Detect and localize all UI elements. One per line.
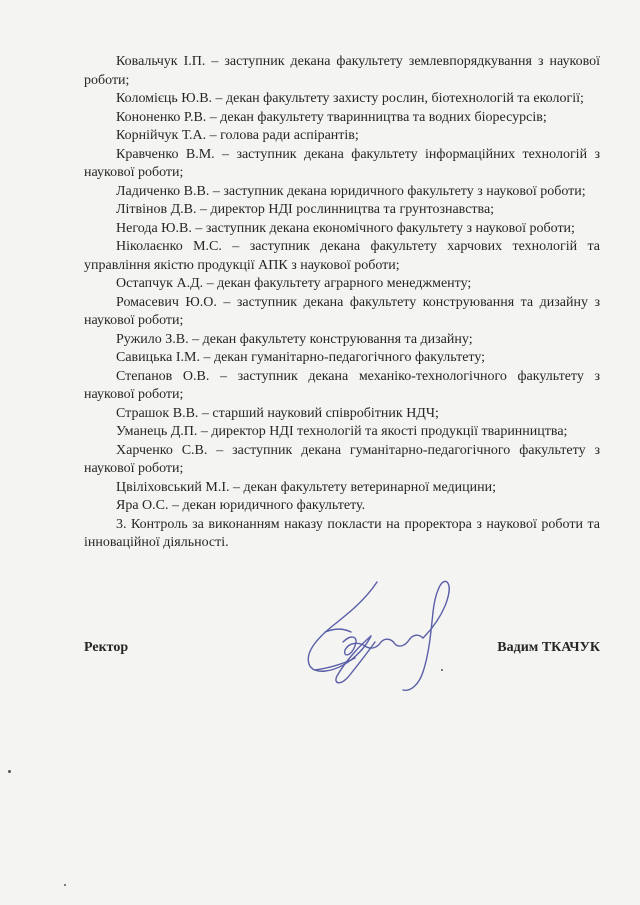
scan-speck <box>441 669 443 671</box>
paragraph-control-clause: 3. Контроль за виконанням наказу покласти на проректора з наукової роботи та інноваційної діяльності. <box>84 516 600 550</box>
paragraph-stepanov: Степанов О.В. – заступник декана механіко-технологічного факультету з наукової роботи; <box>84 368 600 402</box>
paragraph-nikolaienko: Ніколаєнко М.С. – заступник декана факультету харчових технологій та управління якістю продукції АПК з наукової роботи; <box>84 239 600 273</box>
paragraph-litvinov: Літвінов Д.В. – директор НДІ рослинництва та грунтознавства; <box>116 202 495 217</box>
scan-speck <box>64 884 66 886</box>
paragraph-ostapchuk: Остапчук А.Д. – декан факультету аграрного менеджменту; <box>116 276 472 291</box>
paragraph-kovalchuk: Ковальчук І.П. – заступник декана факультету землевпорядкування з наукової роботи; <box>84 54 600 88</box>
paragraph-nehoda: Негода Ю.В. – заступник декана економічного факультету з наукової роботи; <box>116 220 575 236</box>
signatory-position: Ректор <box>84 640 129 655</box>
signatory-name: Вадим ТКАЧУК <box>497 640 600 655</box>
paragraph-strashok: Страшок В.В. – старший науковий співробітник НДЧ; <box>116 405 439 421</box>
paragraph-kravchenko: Кравченко В.М. – заступник декана факультету інформаційних технологій з наукової роботи; <box>84 146 600 180</box>
paragraph-yara: Яра О.С. – декан юридичного факультету. <box>116 498 366 513</box>
order-body <box>84 53 600 553</box>
paragraph-kononenko: Кононенко Р.В. – декан факультету тваринництва та водних біоресурсів; <box>116 109 547 125</box>
paragraph-kolomiiets: Коломієць Ю.В. – декан факультету захисту рослин, біотехнологій та екології; <box>116 91 584 106</box>
paragraph-korniichuk: Корнійчук Т.А. – голова ради аспірантів; <box>116 128 359 143</box>
paragraph-tsvilikhovskyi: Цвіліховський М.І. – декан факультету ветеринарної медицини; <box>116 479 497 495</box>
paragraph-romasevych: Ромасевич Ю.О. – заступник декана факультету конструювання та дизайну з наукової роботи; <box>84 294 600 328</box>
paragraph-ruzhylo: Ружило З.В. – декан факультету конструювання та дизайну; <box>116 331 473 347</box>
paragraph-umanets: Уманець Д.П. – директор НДІ технологій та якості продукції тваринництва; <box>116 424 568 439</box>
paragraph-kharchenko: Харченко С.В. – заступник декана гуманітарно-педагогічного факультету з наукової роботи; <box>84 442 600 476</box>
paragraph-ladychenko: Ладиченко В.В. – заступник декана юридичного факультету з наукової роботи; <box>116 183 586 199</box>
paragraph-savytska: Савицька І.М. – декан гуманітарно-педагогічного факультету; <box>116 350 486 365</box>
scan-speck <box>8 770 11 773</box>
signature-block <box>84 636 600 660</box>
